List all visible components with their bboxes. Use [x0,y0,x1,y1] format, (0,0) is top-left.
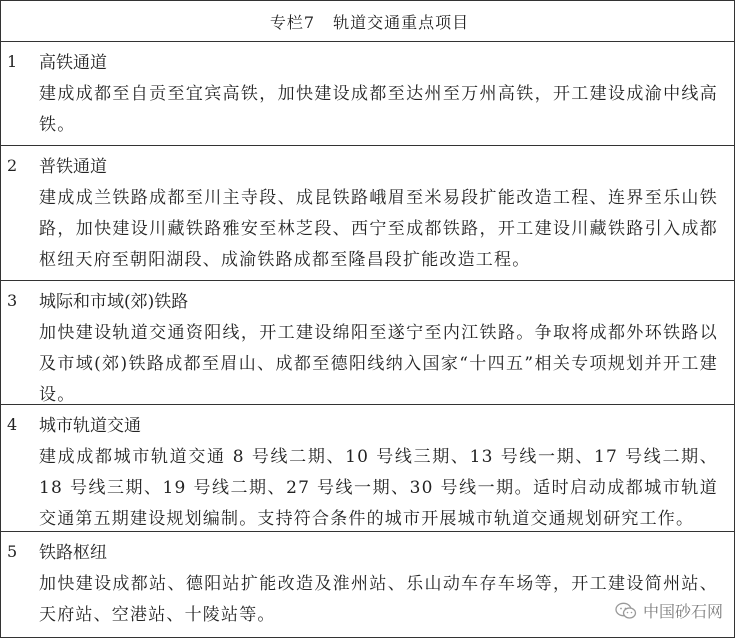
section-index: 4 [7,415,18,434]
watermark [615,599,723,622]
section-body: 建成成都城市轨道交通 8 号线二期、10 号线三期、13 号线一期、17 号线二期、18 号线三期、19 号线二期、27 号线一期、30 号线一期。适时启动成都城市轨道交通第五期建设规划编制。支持符合条件的城市开展城市轨道交通规划研究工作。 [39,447,718,529]
panel-label: 专栏7 [269,12,316,32]
panel-heading: 轨道交通重点项目 [333,12,470,32]
panel-title [1,1,734,42]
section-index: 3 [7,291,18,310]
section-heading: 普铁通道 [39,157,107,177]
section-index: 5 [7,542,18,561]
section-heading: 铁路枢纽 [39,543,107,563]
section-heading: 城际和市域(郊)铁路 [39,292,189,312]
section-body: 加快建设成都站、德阳站扩能改造及淮州站、乐山动车存车场等，开工建设简州站、天府站、空港站、十陵站等。 [39,574,718,625]
section-index: 2 [7,156,18,175]
section-index: 1 [7,52,18,71]
section-intercity-rail [1,281,734,405]
section-high-speed-rail [1,42,734,146]
section-rail-hub [1,532,734,638]
section-body: 建成成都至自贡至宜宾高铁，加快建设成都至达州至万州高铁，开工建设成渝中线高铁。 [39,84,718,135]
section-heading: 城市轨道交通 [39,416,141,436]
section-body: 建成成兰铁路成都至川主寺段、成昆铁路峨眉至米易段扩能改造工程、连界至乐山铁路，加快建设川藏铁路雅安至林芝段、西宁至成都铁路，开工建设川藏铁路引入成都枢纽天府至朝阳湖段、成渝铁路成都至隆昌段扩能改造工程。 [39,188,718,270]
section-conventional-rail [1,146,734,281]
section-heading: 高铁通道 [39,53,107,73]
section-urban-rail [1,405,734,532]
section-body: 加快建设轨道交通资阳线，开工建设绵阳至遂宁至内江铁路。争取将成都外环铁路以及市域(郊)铁路成都至眉山、成都至德阳线纳入国家“十四五”相关专项规划并开工建设。 [39,323,718,405]
wechat-icon [615,602,637,620]
watermark-text: 中国砂石网 [642,602,723,621]
